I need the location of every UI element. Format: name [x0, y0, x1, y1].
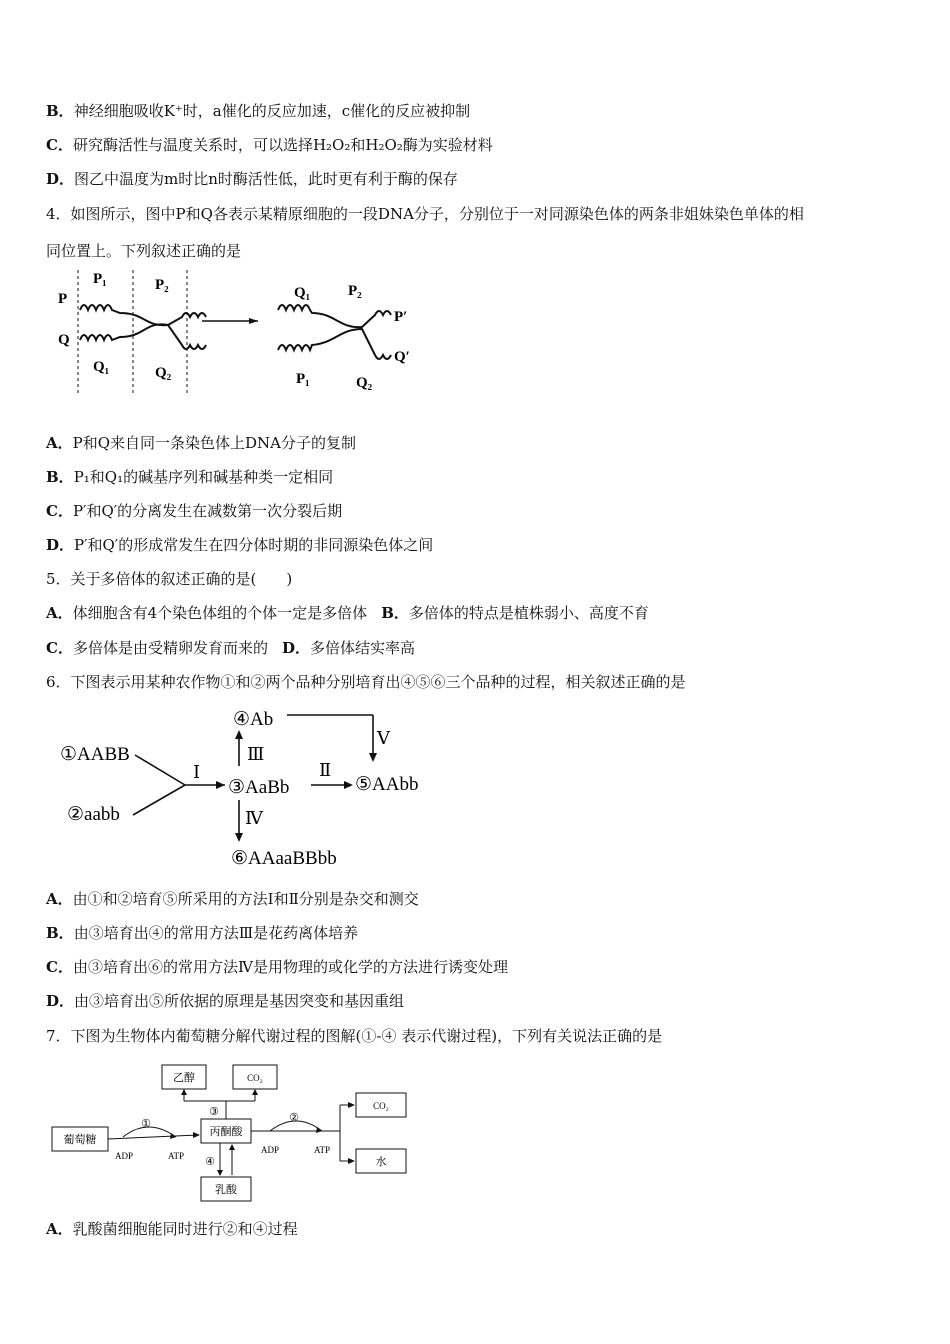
q6-stem: 6．下图表示用某种农作物①和②两个品种分别培育出④⑤⑥三个品种的过程，相关叙述正确的是	[46, 673, 686, 691]
glucose-label: 葡萄糖	[63, 1134, 97, 1146]
water-label: 水	[375, 1156, 387, 1168]
arrow-head	[252, 1089, 258, 1095]
q4-option-a	[46, 432, 356, 454]
option-label: C．	[46, 958, 73, 976]
option-text: 乳酸菌细胞能同时进行②和④过程	[72, 1220, 298, 1238]
step-4: Ⅳ	[245, 808, 263, 828]
option-text: 图乙中温度为m时比n时酶活性低，此时更有利于酶的保存	[74, 170, 458, 188]
option-text: 由③培育出④的常用方法Ⅲ是花药离体培养	[73, 924, 359, 942]
label-p2-right: P₂	[348, 283, 362, 299]
option-label: C．	[46, 502, 73, 520]
q4-figure	[50, 265, 430, 400]
ethanol-label: 乙醇	[173, 1072, 195, 1084]
arrow-head	[348, 1102, 355, 1108]
option-text: P₁和Q₁的碱基序列和碱基种类一定相同	[73, 468, 334, 486]
label-q2: Q₂	[155, 365, 172, 381]
option-text: 由③培育出⑥的常用方法Ⅳ是用物理的或化学的方法进行诱变处理	[72, 958, 508, 976]
label-p-prime: P′	[394, 309, 408, 325]
q7-figure	[48, 1055, 418, 1205]
q5-options-ab	[46, 602, 649, 624]
q4-stem-line2: 同位置上。下列叙述正确的是	[46, 242, 242, 260]
edge	[108, 1135, 198, 1139]
arrow-head	[216, 781, 225, 789]
option-text: 多倍体是由受精卵发育而来的	[72, 639, 268, 657]
q4-option-d	[46, 534, 433, 556]
node-2: ②aabb	[67, 804, 120, 825]
q4-option-c	[46, 500, 342, 522]
q3-option-c	[46, 134, 493, 156]
q3-option-b	[46, 100, 470, 122]
adp-label: ADP	[260, 1145, 280, 1155]
q6-option-a	[46, 888, 419, 910]
step-2-label: ②	[289, 1112, 299, 1124]
q6-option-b	[46, 922, 358, 944]
option-label: C．	[46, 639, 73, 657]
q-prime-strand	[278, 329, 391, 359]
arrow-head	[181, 1089, 187, 1095]
option-label: A．	[46, 890, 73, 908]
option-label: D．	[281, 639, 310, 657]
arrow-head	[235, 833, 243, 842]
arrow-head	[235, 730, 243, 739]
option-text: 多倍体结实率高	[309, 639, 415, 657]
label-p2: P₂	[155, 277, 169, 293]
option-text: 由③培育出⑤所依据的原理是基因突变和基因重组	[74, 992, 405, 1010]
q3-option-d	[46, 168, 458, 190]
label-q: Q	[58, 332, 70, 348]
option-label: D．	[46, 170, 75, 188]
option-label: D．	[46, 536, 75, 554]
step-1: Ⅰ	[193, 762, 201, 782]
option-label: A．	[46, 604, 73, 622]
q6-option-d	[46, 990, 404, 1012]
arrow-head	[229, 1144, 235, 1150]
step-2: Ⅱ	[319, 760, 332, 780]
label-q-prime: Q′	[394, 349, 410, 365]
arrow-head	[369, 753, 377, 762]
node-1: ①AABB	[60, 744, 130, 765]
label-q2-right: Q₂	[356, 375, 373, 391]
edge	[135, 755, 185, 785]
q5-options-cd	[46, 637, 415, 659]
co2-label: CO₂	[247, 1073, 263, 1083]
option-text: 多倍体的特点是植株弱小、高度不育	[408, 604, 649, 622]
arrow-head	[348, 1158, 355, 1164]
step-4-label: ④	[205, 1156, 215, 1168]
option-text: 神经细胞吸收K⁺时，a催化的反应加速，c催化的反应被抑制	[73, 102, 471, 120]
q5-stem: 5．关于多倍体的叙述正确的是( )	[46, 570, 293, 588]
option-label: D．	[46, 992, 75, 1010]
arrow-head	[193, 1132, 200, 1138]
option-text: P′和Q′的分离发生在减数第一次分裂后期	[72, 502, 343, 520]
co2-label: CO₂	[373, 1101, 389, 1111]
label-q1-right: Q₁	[294, 285, 311, 301]
pyruvate-label: 丙酮酸	[209, 1126, 243, 1138]
step-3: Ⅲ	[247, 744, 265, 764]
node-4: ④Ab	[233, 709, 274, 730]
option-text: P′和Q′的形成常发生在四分体时期的非同源染色体之间	[74, 536, 434, 554]
step-3-label: ③	[209, 1106, 219, 1118]
q4-option-b	[46, 466, 333, 488]
q6-figure	[55, 700, 445, 870]
atp-label: ATP	[313, 1145, 331, 1155]
atp-label: ATP	[167, 1151, 185, 1161]
lactate-label: 乳酸	[215, 1184, 237, 1196]
option-text: 体细胞含有4个染色体组的个体一定是多倍体	[72, 604, 368, 622]
option-label: A．	[46, 1220, 73, 1238]
option-label: A．	[46, 434, 73, 452]
arrow-head	[217, 1170, 223, 1176]
option-label: C．	[46, 136, 73, 154]
q6-option-c	[46, 956, 508, 978]
arrow-head	[344, 781, 353, 789]
label-p: P	[58, 291, 68, 307]
step-1-label: ①	[141, 1118, 151, 1130]
option-text: 研究酶活性与温度关系时，可以选择H₂O₂和H₂O₂酶为实验材料	[72, 136, 493, 154]
option-text: P和Q来自同一条染色体上DNA分子的复制	[72, 434, 357, 452]
label-p1-right: P₁	[296, 371, 310, 387]
option-label: B．	[46, 924, 74, 942]
option-label: B．	[381, 604, 409, 622]
label-q1: Q₁	[93, 359, 110, 375]
p-prime-strand	[278, 305, 391, 327]
label-p1: P₁	[93, 271, 107, 287]
option-label: B．	[46, 468, 74, 486]
q7-stem: 7．下图为生物体内葡萄糖分解代谢过程的图解(①-④ 表示代谢过程)，下列有关说法正确的是	[46, 1027, 663, 1045]
q7-option-a	[46, 1218, 298, 1240]
arrow-head	[249, 318, 258, 324]
edge	[133, 785, 185, 815]
node-6: ⑥AAaaBBbb	[231, 848, 337, 869]
node-5: ⑤AAbb	[355, 774, 419, 795]
step-5: Ⅴ	[377, 728, 390, 748]
adp-label: ADP	[114, 1151, 134, 1161]
option-label: B．	[46, 102, 74, 120]
option-text: 由①和②培育⑤所采用的方法Ⅰ和Ⅱ分别是杂交和测交	[72, 890, 419, 908]
node-3: ③AaBb	[228, 777, 290, 798]
q4-stem-line1: 4．如图所示，图中P和Q各表示某精原细胞的一段DNA分子，分别位于一对同源染色体的两条非姐妹染色单体的相	[46, 205, 804, 223]
